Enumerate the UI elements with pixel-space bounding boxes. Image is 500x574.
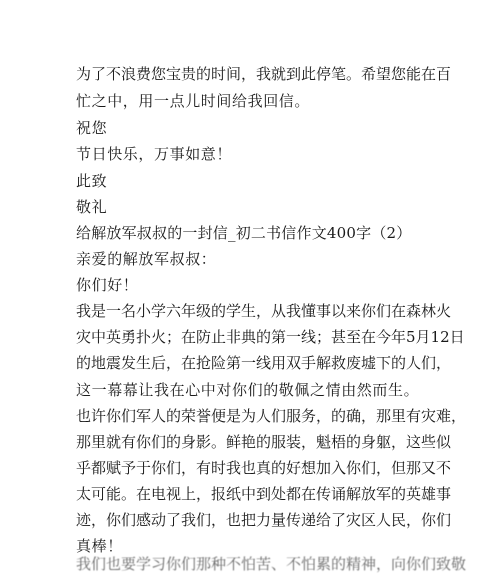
body-line-2: 灾中英勇扑火；在防止非典的第一线；甚至在今年5月12日: [76, 328, 465, 346]
body-line-3: 的地震发生后，在抢险第一线用双手解救废墟下的人们，: [76, 354, 452, 372]
article-title: 给解放军叔叔的一封信_初二书信作文400字（2）: [76, 224, 412, 242]
body-line-7: 乎都赋予于你们，有时我也真的好想加入你们，但那又不: [76, 459, 452, 477]
greeting-line: 祝您: [76, 119, 108, 137]
text-line-1: 为了不浪费您宝贵的时间，我就到此停笔。希望您能在百: [76, 65, 452, 83]
body-line-6: 那里就有你们的身影。鲜艳的服装，魁梧的身躯，这些似: [76, 433, 452, 451]
closing-line-1: 此致: [76, 172, 108, 190]
cut-off-line-text: 我们也要学习你们那种不怕苦、不怕累的精神，向你们致敬: [76, 555, 467, 573]
body-line-1: 我是一名小学六年级的学生，从我懂事以来你们在森林火: [76, 302, 452, 320]
body-line-9: 迹，你们感动了我们，也把力量传递给了灾区人民，你们: [76, 511, 452, 529]
body-line-8: 太可能。在电视上，报纸中到处都在传诵解放军的英雄事: [76, 485, 452, 503]
hello-line: 你们好！: [76, 276, 139, 294]
cut-off-line: [76, 555, 467, 573]
salutation-line: 亲爱的解放军叔叔：: [76, 250, 217, 268]
closing-line-2: 敬礼: [76, 198, 108, 216]
wish-line: 节日快乐，万事如意！: [76, 145, 233, 163]
text-line-2: 忙之中，用一点儿时间给我回信。: [76, 92, 311, 110]
body-line-5: 也许你们军人的荣誉便是为人们服务，的确，那里有灾难，: [76, 407, 467, 425]
body-line-4: 这一幕幕让我在心中对你们的敬佩之情由然而生。: [76, 381, 420, 399]
body-line-10: 真棒！: [76, 537, 123, 555]
